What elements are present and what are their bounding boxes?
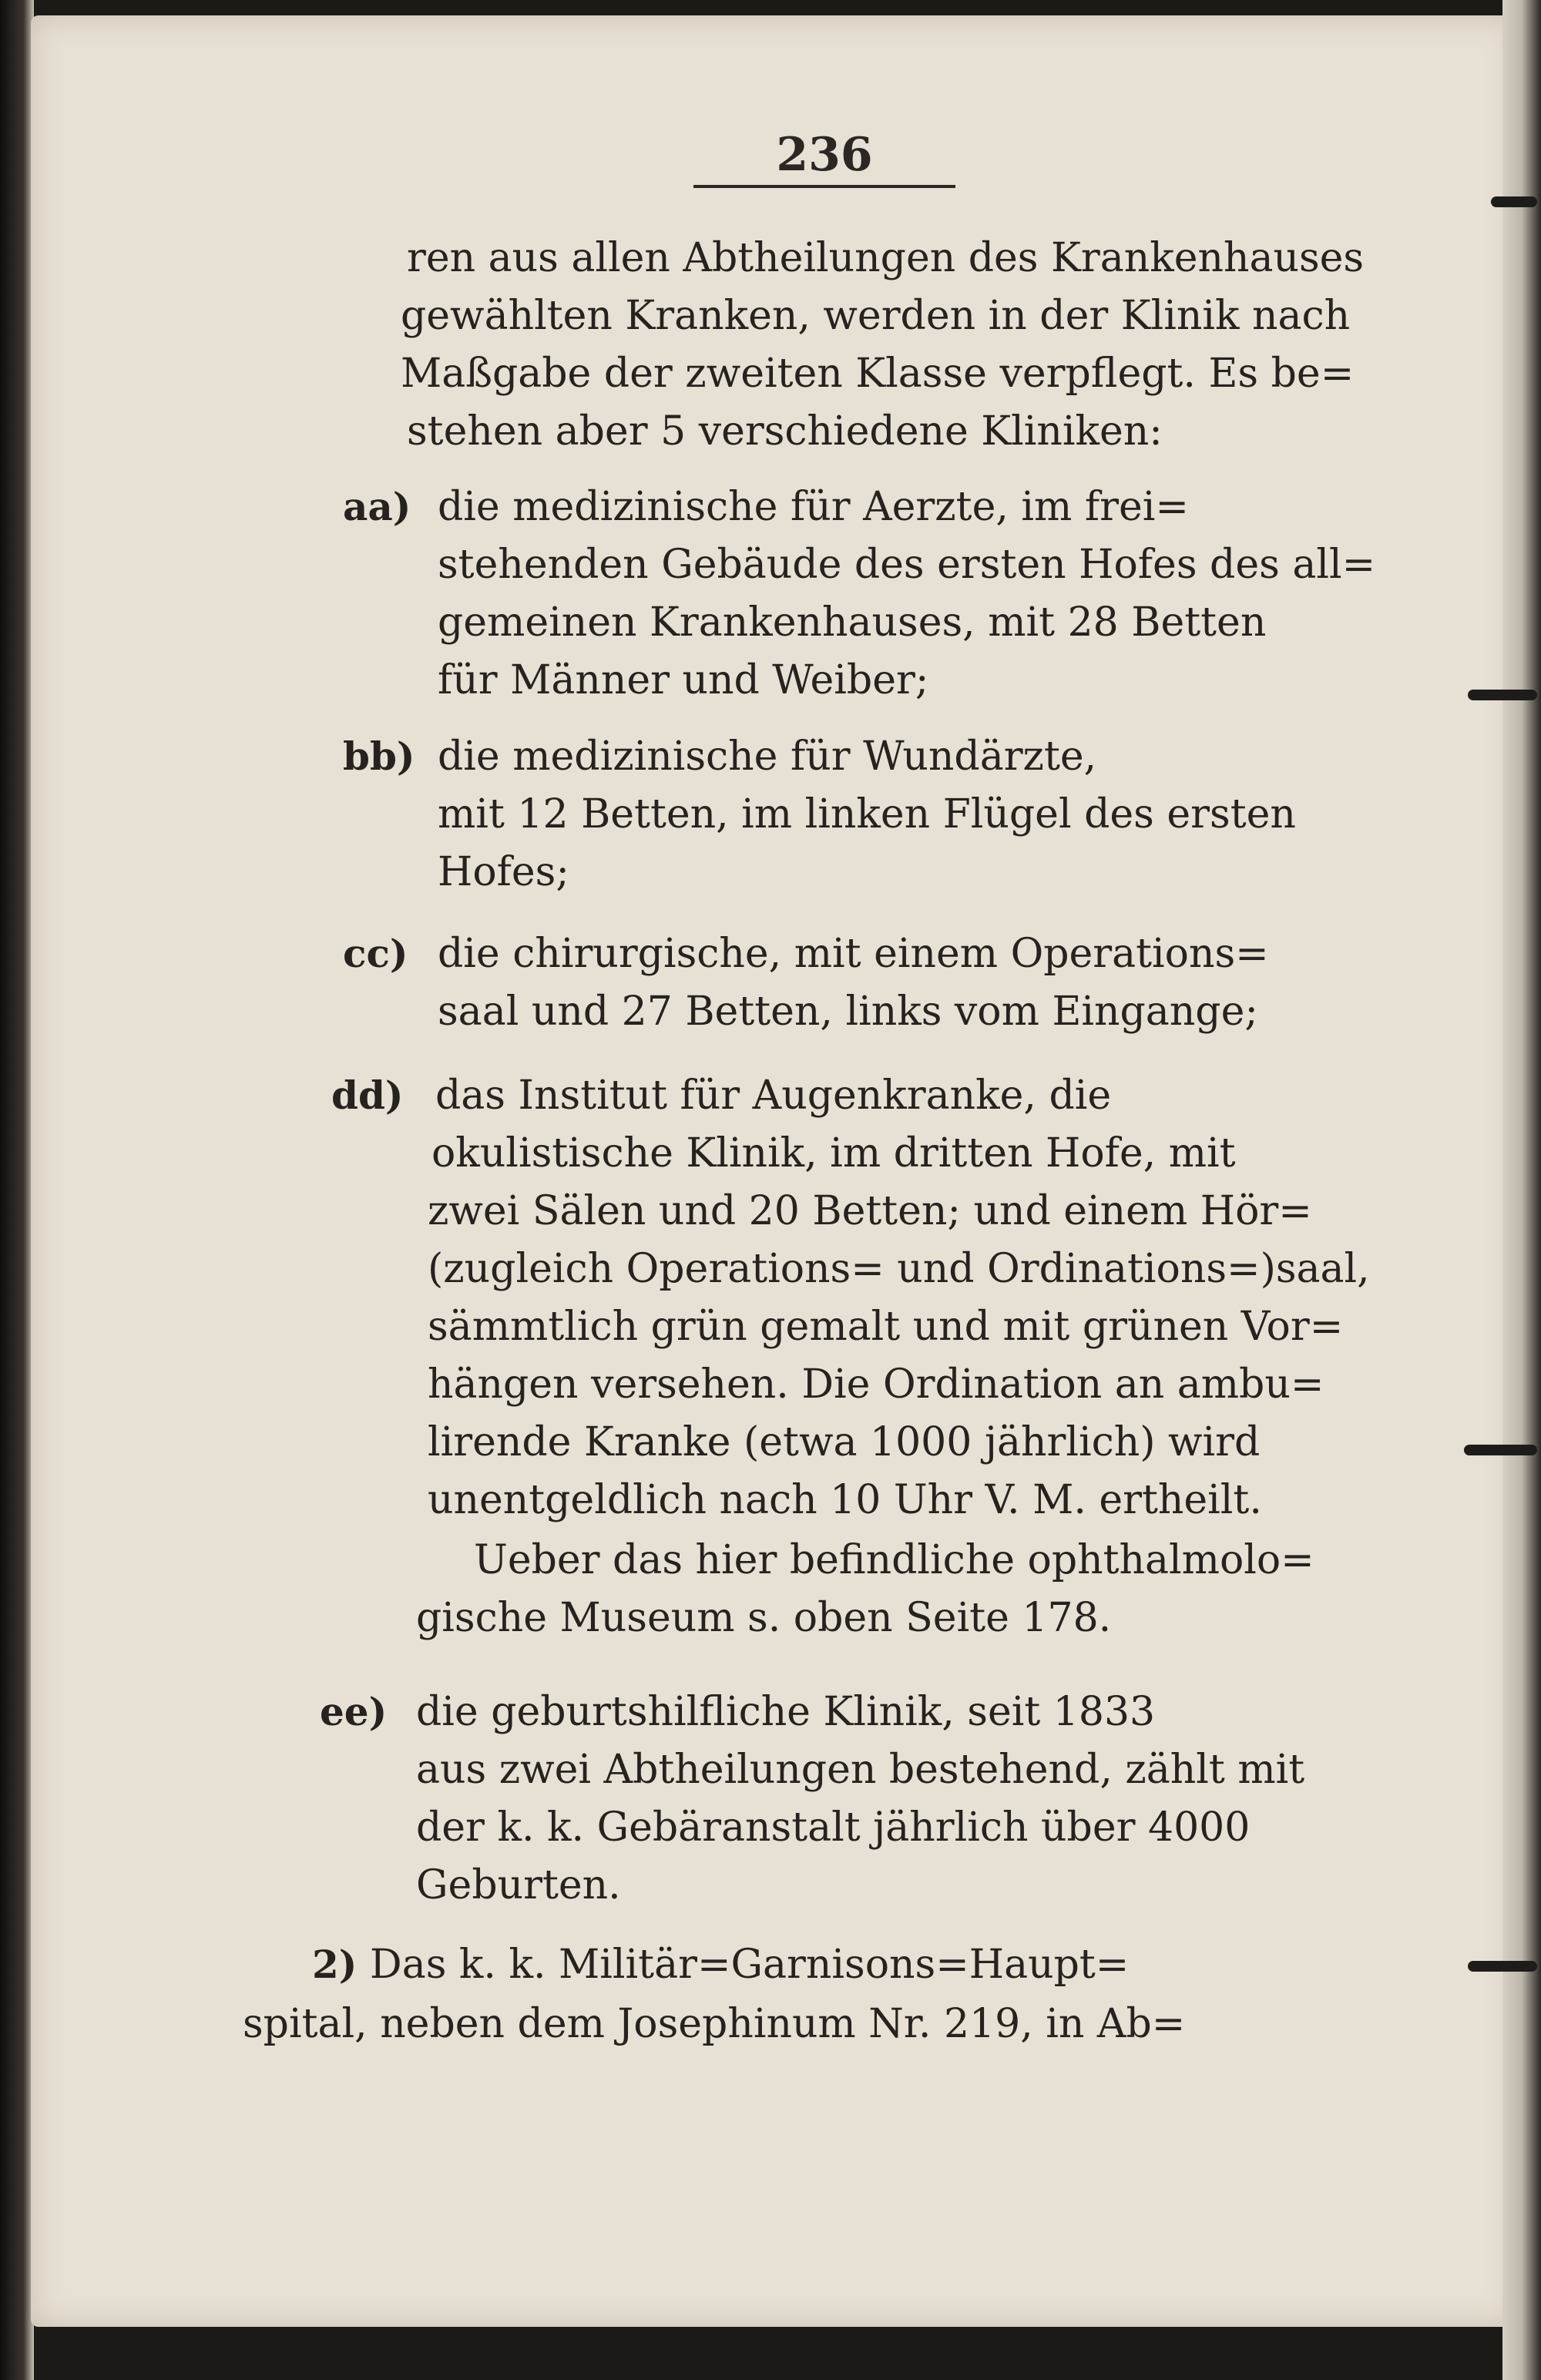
list-label: bb) bbox=[343, 733, 415, 779]
page-number: 236 bbox=[776, 128, 873, 182]
text-line: (zugleich Operations= und Ordinations=)saal, bbox=[428, 1246, 1370, 1292]
text-line: aus zwei Abtheilungen bestehend, zählt mit bbox=[416, 1747, 1305, 1793]
text-line: gische Museum s. oben Seite 178. bbox=[416, 1595, 1112, 1641]
page-edge-mark bbox=[1464, 1445, 1537, 1455]
text-line: für Männer und Weiber; bbox=[438, 657, 929, 703]
text-line: die medizinische für Wundärzte, bbox=[438, 733, 1097, 780]
text-line: okulistische Klinik, im dritten Hofe, mit bbox=[431, 1130, 1236, 1177]
text-line: stehenden Gebäude des ersten Hofes des all= bbox=[438, 542, 1376, 588]
page-edge-mark bbox=[1468, 690, 1537, 700]
list-label: dd) bbox=[331, 1073, 404, 1118]
header-rule bbox=[693, 185, 955, 188]
text-line: unentgeldlich nach 10 Uhr V. M. ertheilt. bbox=[428, 1477, 1262, 1523]
text-line: hängen versehen. Die Ordination an ambu= bbox=[428, 1361, 1324, 1408]
text-line: sämmtlich grün gemalt und mit grünen Vor= bbox=[428, 1304, 1344, 1350]
text-line: lirende Kranke (etwa 1000 jährlich) wird bbox=[428, 1419, 1261, 1465]
binding-shadow bbox=[0, 0, 34, 2380]
text-line: Hofes; bbox=[438, 849, 569, 895]
page-edge-mark bbox=[1468, 1961, 1537, 1972]
text-line: der k. k. Gebäranstalt jährlich über 4000 bbox=[416, 1804, 1251, 1851]
list-label: ee) bbox=[320, 1689, 388, 1734]
text-line: stehen aber 5 verschiedene Kliniken: bbox=[407, 408, 1163, 455]
text-line: gewählten Kranken, werden in der Klinik nach bbox=[401, 293, 1351, 339]
text-line: Maßgabe der zweiten Klasse verpflegt. Es be= bbox=[401, 351, 1355, 397]
text-line: ren aus allen Abtheilungen des Krankenhauses bbox=[407, 235, 1365, 281]
text-line: die geburtshilfliche Klinik, seit 1833 bbox=[416, 1689, 1156, 1735]
text-line: die medizinische für Aerzte, im frei= bbox=[438, 484, 1189, 530]
text-line: Geburten. bbox=[416, 1862, 621, 1908]
text-line: das Institut für Augenkranke, die bbox=[435, 1073, 1112, 1119]
text-line: spital, neben dem Josephinum Nr. 219, in Ab= bbox=[243, 2001, 1186, 2047]
list-label: aa) bbox=[343, 484, 411, 529]
section-label: 2) bbox=[312, 1942, 358, 1987]
text-line: die chirurgische, mit einem Operations= bbox=[438, 931, 1269, 977]
page-edge bbox=[1502, 0, 1541, 2380]
text-line: gemeinen Krankenhauses, mit 28 Betten bbox=[438, 599, 1267, 646]
text-line: Das k. k. Militär=Garnisons=Haupt= bbox=[370, 1942, 1130, 1988]
page-edge-mark bbox=[1491, 196, 1537, 207]
text-line: Ueber das hier befindliche ophthalmolo= bbox=[474, 1537, 1314, 1583]
list-label: cc) bbox=[343, 931, 408, 976]
text-line: zwei Sälen und 20 Betten; und einem Hör= bbox=[428, 1188, 1312, 1234]
text-line: saal und 27 Betten, links vom Eingange; bbox=[438, 989, 1258, 1035]
text-line: mit 12 Betten, im linken Flügel des ersten bbox=[438, 791, 1296, 838]
